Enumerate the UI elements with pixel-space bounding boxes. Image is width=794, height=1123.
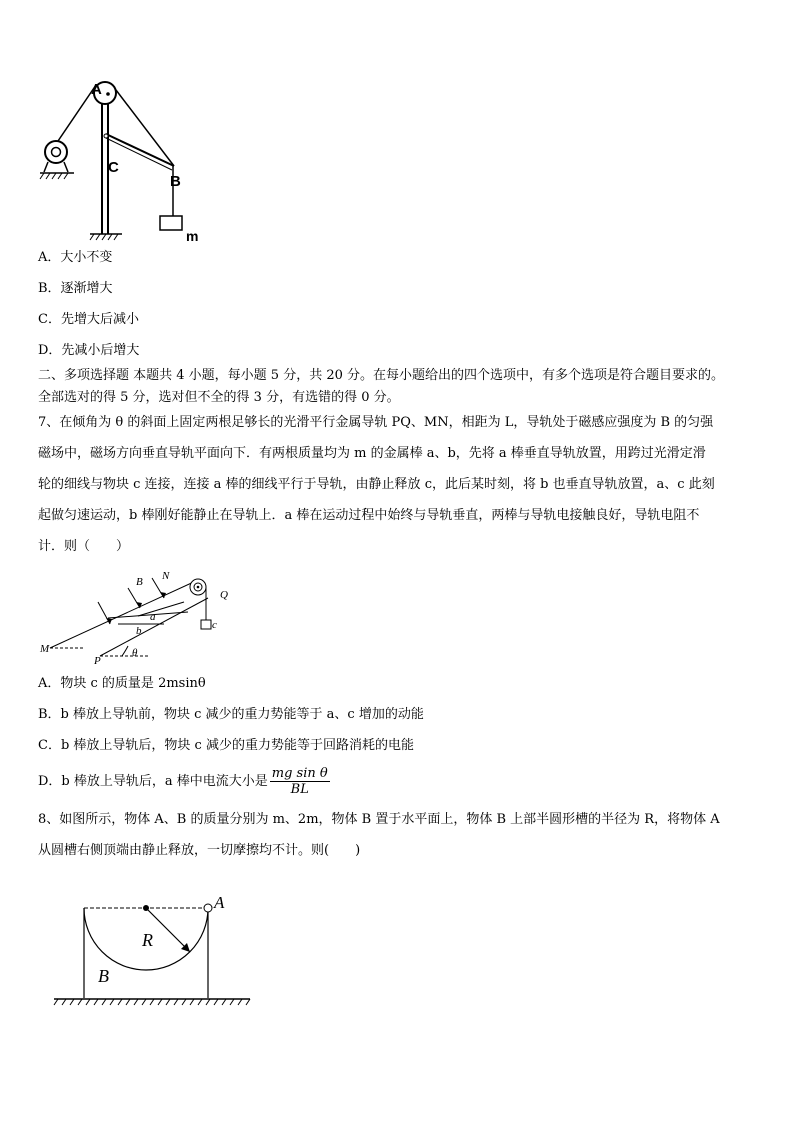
fraction-denominator: BL (290, 782, 309, 797)
q7-label-m: M (40, 643, 50, 655)
section2-line2: 全部选对的得 5 分，选对但不全的得 3 分，有选错的得 0 分。 (38, 390, 400, 405)
q7-label-b-bar: b (136, 625, 142, 637)
label-b: B (170, 173, 181, 190)
q6-option-c: C．先增大后减小 (38, 312, 139, 327)
q8-line1: 8、如图所示，物体 A、B 的质量分别为 m、2m，物体 B 置于水平面上，物体 B 上部半圆形槽的半径为 R，将物体 A (38, 812, 720, 827)
q7-option-a: A．物块 c 的质量是 2msinθ (38, 676, 206, 691)
q6-figure (36, 76, 216, 246)
q7-label-a: a (150, 611, 156, 623)
q7-label-theta: θ (132, 647, 138, 659)
q7-line1: 7、在倾角为 θ 的斜面上固定两根足够长的光滑平行金属导轨 PQ、MN，相距为 L，导轨处于磁感应强度为 B 的匀强 (38, 415, 714, 430)
q7-label-c: c (212, 619, 217, 631)
label-m: m (186, 228, 199, 244)
q7-label-q: Q (220, 589, 228, 601)
q6-option-a: A．大小不变 (38, 250, 113, 265)
q7-label-p: P (94, 655, 101, 667)
label-c: C (108, 159, 119, 176)
mass-box (160, 216, 182, 230)
winch (40, 141, 74, 179)
q7-option-d (38, 766, 330, 798)
q7-block-c (201, 620, 211, 629)
q7-option-b: B．b 棒放上导轨前，物块 c 减少的重力势能等于 a、c 增加的动能 (38, 707, 424, 722)
q7-figure (38, 568, 238, 668)
q7-line4: 起做匀速运动，b 棒刚好能静止在导轨上．a 棒在运动过程中始终与导轨垂直，两棒与导轨电接触良好，导轨电阻不 (38, 508, 700, 523)
q6-option-d: D．先减小后增大 (38, 343, 140, 358)
fraction-numerator: mg sin θ (271, 766, 328, 781)
q7-option-d-text: D．b 棒放上导轨后，a 棒中电流大小是 (38, 774, 268, 789)
q7-label-n: N (162, 570, 170, 582)
q7-option-c: C．b 棒放上导轨后，物块 c 减少的重力势能等于回路消耗的电能 (38, 738, 414, 753)
q8-label-a: A (214, 893, 225, 912)
q8-label-b: B (98, 966, 109, 986)
q6-option-b: B．逐渐增大 (38, 281, 113, 296)
label-a: A (91, 81, 102, 98)
q8-figure (50, 892, 260, 1012)
section2-line1: 二、多项选择题 本题共 4 小题，每小题 5 分，共 20 分。在每小题给出的四个选项中，有多个选项是符合题目要求的。 (38, 368, 725, 383)
q7-line5: 计．则（ ） (38, 539, 130, 554)
q8-line2: 从圆槽右侧顶端由静止释放，一切摩擦均不计。则( ) (38, 843, 361, 858)
q8-label-r: R (142, 930, 153, 950)
q7-line2: 磁场中，磁场方向垂直导轨平面向下．有两根质量均为 m 的金属棒 a、b，先将 a 棒垂直导轨放置，用跨过光滑定滑 (38, 446, 706, 461)
q7-option-d-fraction (270, 766, 330, 797)
q7-line3: 轮的细线与物块 c 连接，连接 a 棒的细线平行于导轨，由静止释放 c，此后某时刻，将 b 也垂直导轨放置，a、c 此刻 (38, 477, 715, 492)
q7-label-b-field: B (136, 576, 143, 588)
object-a (204, 904, 212, 912)
